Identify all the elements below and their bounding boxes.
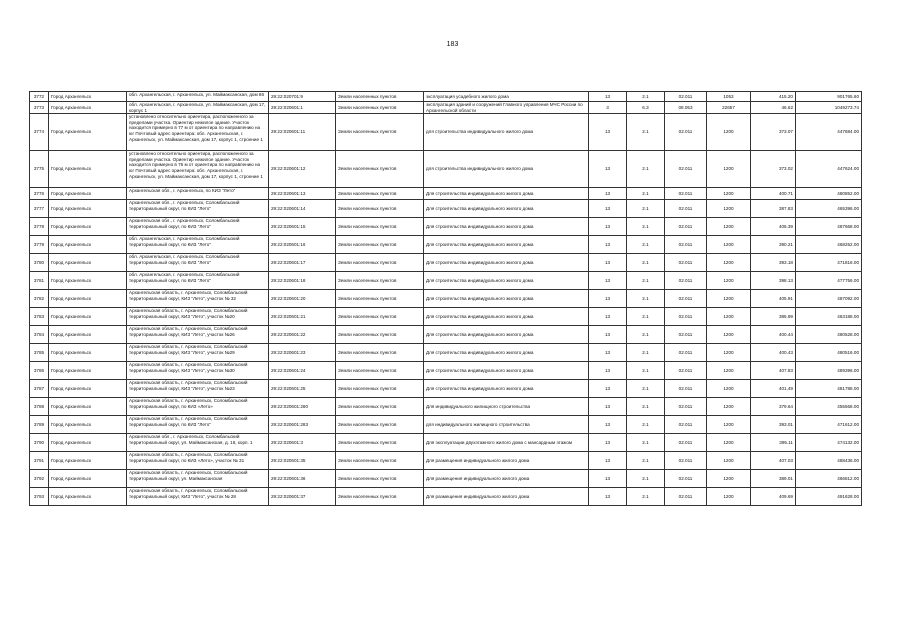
row-id: 3788 [30, 398, 49, 416]
table-body [30, 92, 862, 506]
row-city: Город Архангельск [49, 452, 127, 470]
row-unit-price: 400.71 [751, 188, 796, 200]
row-code: 02.011 [665, 308, 707, 326]
table-row [30, 470, 862, 488]
row-cadastral-value: 488436.00 [796, 452, 862, 470]
row-cadastral-value: 471816.00 [796, 254, 862, 272]
row-land-category: Земли населенных пунктов [336, 344, 424, 362]
row-rate: 2.1 [627, 488, 665, 506]
page-number: 183 [446, 41, 459, 48]
row-unit-price: 407.03 [751, 452, 796, 470]
row-zone: 13 [589, 200, 627, 218]
row-cadastral-number: 29:22:020601:3 [269, 434, 336, 452]
row-zone: 13 [589, 151, 627, 188]
row-rate: 2.1 [627, 416, 665, 434]
row-unit-price: 373.07 [751, 114, 796, 151]
row-id: 3787 [30, 380, 49, 398]
row-zone: 13 [589, 236, 627, 254]
row-cadastral-number: 29:22:020601:22 [269, 326, 336, 344]
row-cadastral-number: 29:22:020601:37 [269, 488, 336, 506]
row-land-category: Земли населенных пунктов [336, 188, 424, 200]
row-unit-price: 407.83 [751, 362, 796, 380]
row-land-category: Земли населенных пунктов [336, 151, 424, 188]
row-area: 1200 [707, 362, 751, 380]
row-address: Архангельская область, г. Архангельск, Соломбальский территориальный округ, КИЗ "Лето", участок № 32 [127, 290, 269, 308]
row-address: Архангельская область, г. Архангельск, Соломбальский территориальный округ, КИЗ "Лето", участок №26 [127, 326, 269, 344]
row-zone: 13 [589, 470, 627, 488]
row-unit-price: 385.99 [751, 308, 796, 326]
row-code: 02.011 [665, 236, 707, 254]
row-code: 08.053 [665, 102, 707, 114]
row-cadastral-value: 480516.00 [796, 344, 862, 362]
row-rate: 2.1 [627, 254, 665, 272]
table-row [30, 188, 862, 200]
row-land-category: Земли населенных пунктов [336, 452, 424, 470]
row-land-category: Земли населенных пунктов [336, 200, 424, 218]
table-row [30, 488, 862, 506]
row-city: Город Архангельск [49, 398, 127, 416]
row-zone: 13 [589, 114, 627, 151]
row-code: 02.011 [665, 188, 707, 200]
row-cadastral-value: 447684.00 [796, 114, 862, 151]
row-unit-price: 400.44 [751, 326, 796, 344]
row-land-category: Земли населенных пунктов [336, 380, 424, 398]
row-address: обл. Архангельская, г. Архангельск, ул. Маймаксанская, дом 17, корпус 1 [127, 102, 269, 114]
row-code: 02.011 [665, 488, 707, 506]
row-rate: 2.1 [627, 114, 665, 151]
row-permitted-use: для индивидуального жилищного строительства [424, 416, 589, 434]
row-rate: 2.1 [627, 380, 665, 398]
row-id: 3782 [30, 290, 49, 308]
row-cadastral-number: 29:22:020601:18 [269, 272, 336, 290]
row-address: Архангельская обл., г. Архангельск, Соломбальский территориальный округ, по КИЗ "Лето" [127, 218, 269, 236]
row-id: 3779 [30, 236, 49, 254]
row-city: Город Архангельск [49, 308, 127, 326]
row-city: Город Архангельск [49, 434, 127, 452]
row-area: 1200 [707, 151, 751, 188]
row-address: Архангельская обл., г. Архангельск, по КИЗ "Лето" [127, 188, 269, 200]
row-cadastral-number: 29:22:020601:283 [269, 416, 336, 434]
row-cadastral-number: 29:22:020601:11 [269, 114, 336, 151]
row-city: Город Архангельск [49, 236, 127, 254]
row-zone: 13 [589, 308, 627, 326]
row-code: 02.011 [665, 344, 707, 362]
row-address: обл. Архангельская, г. Архангельск, Соломбальский территориальный округ, по КИЗ "Лето" [127, 236, 269, 254]
row-zone: 3 [589, 102, 627, 114]
row-land-category: Земли населенных пунктов [336, 290, 424, 308]
row-city: Город Архангельск [49, 380, 127, 398]
row-land-category: Земли населенных пунктов [336, 470, 424, 488]
row-permitted-use: Для строительства индивидуального жилого дома [424, 344, 589, 362]
row-city: Город Архангельск [49, 92, 127, 102]
row-id: 3789 [30, 416, 49, 434]
row-address: обл. Архангельская, г. Архангельск, Соломбальский территориальный округ, по КИЗ "Лето" [127, 272, 269, 290]
row-area: 1200 [707, 488, 751, 506]
row-address: Архангельская область, г. Архангельск, Соломбальский территориальный округ, ул. Маймаксанская [127, 470, 269, 488]
row-permitted-use: Для строительства индивидуального жилого дома [424, 254, 589, 272]
row-cadastral-number: 29:22:020601:21 [269, 308, 336, 326]
table-row [30, 362, 862, 380]
row-address: Архангельская область, г. Архангельск, Соломбальский территориальный округ, КИЗ "Лето", участок №23 [127, 380, 269, 398]
row-area: 1200 [707, 398, 751, 416]
row-cadastral-value: 487092.00 [796, 290, 862, 308]
row-area: 1200 [707, 254, 751, 272]
row-zone: 13 [589, 218, 627, 236]
row-cadastral-value: 471612.00 [796, 416, 862, 434]
row-address: обл. Архангельская, г. Архангельск, Соломбальский территориальный округ, по КИЗ "Лето" [127, 254, 269, 272]
row-cadastral-value: 491628.00 [796, 488, 862, 506]
row-code: 02.011 [665, 151, 707, 188]
table-row [30, 416, 862, 434]
row-area: 1200 [707, 272, 751, 290]
row-cadastral-value: 468252.00 [796, 236, 862, 254]
row-rate: 2.1 [627, 200, 665, 218]
table-row [30, 434, 862, 452]
row-unit-price: 409.69 [751, 488, 796, 506]
row-id: 3781 [30, 272, 49, 290]
row-cadastral-number: 29:22:020601:20 [269, 290, 336, 308]
row-unit-price: 46.62 [751, 102, 796, 114]
row-address: Архангельская обл., г. Архангельск, Соломбальский территориальный округ, ул. Маймаксанская, д. 16, корп. 1 [127, 434, 269, 452]
row-land-category: Земли населенных пунктов [336, 114, 424, 151]
row-address: Архангельская область, г. Архангельск, Соломбальский территориальный округ, по КИЗ «Лето» [127, 398, 269, 416]
row-city: Город Архангельск [49, 326, 127, 344]
row-cadastral-value: 487668.00 [796, 218, 862, 236]
row-city: Город Архангельск [49, 272, 127, 290]
row-area: 1200 [707, 218, 751, 236]
row-area: 1200 [707, 452, 751, 470]
row-zone: 13 [589, 188, 627, 200]
table-row [30, 151, 862, 188]
table-row [30, 200, 862, 218]
row-zone: 13 [589, 272, 627, 290]
row-code: 02.011 [665, 290, 707, 308]
row-land-category: Земли населенных пунктов [336, 308, 424, 326]
row-id: 3784 [30, 326, 49, 344]
row-cadastral-number: 29:22:020601:12 [269, 151, 336, 188]
row-city: Город Архангельск [49, 254, 127, 272]
row-area: 1200 [707, 470, 751, 488]
row-permitted-use: Для строительства индивидуального жилого дома [424, 362, 589, 380]
row-id: 3774 [30, 114, 49, 151]
row-rate: 2.1 [627, 151, 665, 188]
row-cadastral-value: 480852.00 [796, 188, 862, 200]
row-rate: 6.3 [627, 102, 665, 114]
row-id: 3783 [30, 308, 49, 326]
row-land-category: Земли населенных пунктов [336, 362, 424, 380]
table-row [30, 344, 862, 362]
row-city: Город Архангельск [49, 200, 127, 218]
row-cadastral-number: 29:22:020601:17 [269, 254, 336, 272]
row-area: 1200 [707, 188, 751, 200]
row-city: Город Архангельск [49, 290, 127, 308]
row-cadastral-value: 477756.00 [796, 272, 862, 290]
row-cadastral-value: 463188.00 [796, 308, 862, 326]
table-row [30, 290, 862, 308]
row-unit-price: 379.64 [751, 398, 796, 416]
row-area: 1200 [707, 200, 751, 218]
row-land-category: Земли населенных пунктов [336, 218, 424, 236]
row-code: 02.011 [665, 272, 707, 290]
row-land-category: Земли населенных пунктов [336, 416, 424, 434]
row-id: 3786 [30, 362, 49, 380]
row-address: Архангельская область, г. Архангельск, Соломбальский территориальный округ, КИЗ "Лето", участок №29 [127, 344, 269, 362]
row-cadastral-number: 29:22:020601:25 [269, 380, 336, 398]
row-rate: 2.1 [627, 362, 665, 380]
row-zone: 13 [589, 452, 627, 470]
row-land-category: Земли населенных пунктов [336, 398, 424, 416]
row-zone: 13 [589, 380, 627, 398]
table-row [30, 218, 862, 236]
row-unit-price: 415.20 [751, 92, 796, 102]
row-city: Город Архангельск [49, 344, 127, 362]
row-cadastral-number: 29:22:020601:280 [269, 398, 336, 416]
row-unit-price: 390.21 [751, 236, 796, 254]
row-address: Архангельская область, г. Архангельск, Соломбальский территориальный округ, по КИЗ «Лето», участок № 31 [127, 452, 269, 470]
row-land-category: Земли населенных пунктов [336, 488, 424, 506]
row-id: 3793 [30, 488, 49, 506]
row-zone: 13 [589, 362, 627, 380]
row-id: 3790 [30, 434, 49, 452]
row-code: 02.011 [665, 218, 707, 236]
row-rate: 2.1 [627, 92, 665, 102]
row-cadastral-number: 29:22:020601:16 [269, 236, 336, 254]
row-city: Город Архангельск [49, 114, 127, 151]
row-code: 02.011 [665, 398, 707, 416]
row-zone: 13 [589, 92, 627, 102]
row-land-category: Земли населенных пунктов [336, 102, 424, 114]
table-row [30, 380, 862, 398]
row-cadastral-value: 447624.00 [796, 151, 862, 188]
row-permitted-use: Для строительства индивидуального жилого дома [424, 188, 589, 200]
row-id: 3785 [30, 344, 49, 362]
table-row [30, 236, 862, 254]
row-permitted-use: Для размещения индивидуального жилого дома [424, 452, 589, 470]
row-cadastral-number: 29:22:020601:1 [269, 102, 336, 114]
table-row [30, 326, 862, 344]
row-permitted-use: для строительства индивидуального жилого дома [424, 114, 589, 151]
row-cadastral-value: 1049273.74 [796, 102, 862, 114]
row-city: Город Архангельск [49, 470, 127, 488]
table-row [30, 254, 862, 272]
row-cadastral-value: 489396.00 [796, 362, 862, 380]
row-rate: 2.1 [627, 218, 665, 236]
row-cadastral-value: 455568.00 [796, 398, 862, 416]
row-unit-price: 400.43 [751, 344, 796, 362]
row-permitted-use: Для строительства индивидуального жилого дома [424, 380, 589, 398]
row-rate: 2.1 [627, 236, 665, 254]
row-code: 02.011 [665, 470, 707, 488]
row-cadastral-number: 29:22:020701:9 [269, 92, 336, 102]
row-zone: 13 [589, 344, 627, 362]
row-city: Город Архангельск [49, 151, 127, 188]
row-permitted-use: эксплуатация зданий и сооружений Главного управления МЧС России по Архангельской области [424, 102, 589, 114]
row-area: 1200 [707, 344, 751, 362]
row-area: 1200 [707, 308, 751, 326]
row-permitted-use: Для строительства индивидуального жилого дома [424, 272, 589, 290]
row-land-category: Земли населенных пунктов [336, 272, 424, 290]
row-address: Архангельская обл., г. Архангельск, Соломбальский территориальный округ, по КИЗ "Лето" [127, 200, 269, 218]
row-rate: 2.1 [627, 344, 665, 362]
row-cadastral-number: 29:22:020601:15 [269, 218, 336, 236]
row-unit-price: 401.49 [751, 380, 796, 398]
row-code: 02.011 [665, 114, 707, 151]
row-id: 3776 [30, 188, 49, 200]
row-unit-price: 393.01 [751, 416, 796, 434]
row-id: 3780 [30, 254, 49, 272]
row-city: Город Архангельск [49, 102, 127, 114]
row-cadastral-number: 29:22:020601:35 [269, 452, 336, 470]
table-row [30, 452, 862, 470]
row-id: 3778 [30, 218, 49, 236]
row-cadastral-value: 465396.00 [796, 200, 862, 218]
row-permitted-use: Для строительства индивидуального жилого дома [424, 200, 589, 218]
row-rate: 2.1 [627, 272, 665, 290]
row-address: установлено относительно ориентира, расположенного за пределами участка. Ориентир нежилое здание. Участок находится примерно в 77 м от ориентира по направлению на юг Почтовый адрес ориентира: обл. Архангельская, г. Архангельск, ул. Маймаксанская, дом 17, корпус 1, строение 1 [127, 114, 269, 151]
table-row [30, 398, 862, 416]
row-cadastral-value: 474132.00 [796, 434, 862, 452]
row-permitted-use: Для индивидуального жилищного строительства [424, 398, 589, 416]
row-area: 1053 [707, 92, 751, 102]
row-permitted-use: Для эксплуатации двухэтажного жилого дома с мансардным этажом [424, 434, 589, 452]
row-zone: 13 [589, 290, 627, 308]
row-id: 3792 [30, 470, 49, 488]
row-unit-price: 406.39 [751, 218, 796, 236]
table-row [30, 114, 862, 151]
row-address: Архангельская область, г. Архангельск, Соломбальский территориальный округ, КИЗ "Лето", участок №20 [127, 308, 269, 326]
row-code: 02.011 [665, 452, 707, 470]
row-id: 3773 [30, 102, 49, 114]
row-cadastral-number: 29:22:020601:24 [269, 362, 336, 380]
row-address: Архангельская область, г. Архангельск, Соломбальский территориальный округ, по КИЗ "Лето" [127, 416, 269, 434]
row-cadastral-number: 29:22:020601:14 [269, 200, 336, 218]
row-unit-price: 387.83 [751, 200, 796, 218]
row-land-category: Земли населенных пунктов [336, 434, 424, 452]
row-zone: 13 [589, 434, 627, 452]
row-code: 02.011 [665, 254, 707, 272]
row-land-category: Земли населенных пунктов [336, 92, 424, 102]
row-cadastral-value: 481788.00 [796, 380, 862, 398]
row-land-category: Земли населенных пунктов [336, 254, 424, 272]
row-id: 3775 [30, 151, 49, 188]
row-zone: 13 [589, 416, 627, 434]
row-unit-price: 389.01 [751, 470, 796, 488]
row-area: 22657 [707, 102, 751, 114]
row-area: 1200 [707, 326, 751, 344]
row-permitted-use: Для строительства индивидуального жилого дома [424, 326, 589, 344]
row-permitted-use: Для размещения индивидуального жилого дома [424, 488, 589, 506]
row-zone: 13 [589, 254, 627, 272]
row-area: 1200 [707, 434, 751, 452]
row-permitted-use: Для строительства индивидуального жилого дома [424, 218, 589, 236]
row-land-category: Земли населенных пунктов [336, 236, 424, 254]
row-city: Город Архангельск [49, 416, 127, 434]
row-address: обл. Архангельская, г. Архангельск, ул. Маймаксанская, дом 86 [127, 92, 269, 102]
row-code: 02.011 [665, 92, 707, 102]
row-city: Город Архангельск [49, 362, 127, 380]
row-cadastral-value: 466812.00 [796, 470, 862, 488]
row-cadastral-number: 29:22:020601:23 [269, 344, 336, 362]
row-unit-price: 398.13 [751, 272, 796, 290]
row-area: 1200 [707, 236, 751, 254]
table-row [30, 92, 862, 102]
row-zone: 13 [589, 488, 627, 506]
row-area: 1200 [707, 380, 751, 398]
row-rate: 2.1 [627, 470, 665, 488]
row-rate: 2.1 [627, 326, 665, 344]
table-row [30, 102, 862, 114]
row-code: 02.011 [665, 326, 707, 344]
row-city: Город Архангельск [49, 218, 127, 236]
row-cadastral-value: 901765.60 [796, 92, 862, 102]
row-city: Город Архангельск [49, 488, 127, 506]
row-address: Архангельская область, г. Архангельск, Соломбальский территориальный округ, КИЗ "Лето", участок № 28 [127, 488, 269, 506]
row-permitted-use: Для строительства индивидуального жилого дома [424, 308, 589, 326]
row-rate: 2.1 [627, 398, 665, 416]
row-unit-price: 405.91 [751, 290, 796, 308]
row-id: 3791 [30, 452, 49, 470]
row-rate: 2.1 [627, 434, 665, 452]
row-address: Архангельская область, г. Архангельск, Соломбальский территориальный округ, КИЗ "Лето", участок №30 [127, 362, 269, 380]
row-cadastral-number: 29:22:020601:13 [269, 188, 336, 200]
row-rate: 2.1 [627, 452, 665, 470]
row-id: 3772 [30, 92, 49, 102]
row-permitted-use: Для размещения индивидуального жилого дома [424, 470, 589, 488]
row-permitted-use: для строительства индивидуального жилого дома [424, 151, 589, 188]
row-area: 1200 [707, 290, 751, 308]
cadastral-table [29, 91, 862, 506]
row-rate: 2.1 [627, 308, 665, 326]
row-unit-price: 395.11 [751, 434, 796, 452]
row-area: 1200 [707, 416, 751, 434]
row-permitted-use: Для строительства индивидуального жилого дома [424, 236, 589, 254]
row-code: 02.011 [665, 416, 707, 434]
row-code: 02.011 [665, 434, 707, 452]
row-zone: 13 [589, 398, 627, 416]
table-row [30, 272, 862, 290]
row-unit-price: 393.18 [751, 254, 796, 272]
row-cadastral-number: 29:22:020601:36 [269, 470, 336, 488]
row-code: 02.011 [665, 362, 707, 380]
row-zone: 13 [589, 326, 627, 344]
row-cadastral-value: 480528.00 [796, 326, 862, 344]
row-land-category: Земли населенных пунктов [336, 326, 424, 344]
row-code: 02.011 [665, 200, 707, 218]
table-row [30, 308, 862, 326]
row-rate: 2.1 [627, 290, 665, 308]
row-rate: 2.1 [627, 188, 665, 200]
row-permitted-use: эксплуатация усадебного жилого дома [424, 92, 589, 102]
row-area: 1200 [707, 114, 751, 151]
row-city: Город Архангельск [49, 188, 127, 200]
row-id: 3777 [30, 200, 49, 218]
row-address: установлено относительно ориентира, расположенного за пределами участка. Ориентир нежилое здание. Участок находится примерно в 76 м от ориентира по направлению на юг Почтовый адрес ориентира: обл. Архангельская, г. Архангельск, ул. Маймаксанская, дом 17, корпус 1, строение 1 [127, 151, 269, 188]
row-unit-price: 373.02 [751, 151, 796, 188]
row-code: 02.011 [665, 380, 707, 398]
row-permitted-use: Для строительства индивидуального жилого дома [424, 290, 589, 308]
